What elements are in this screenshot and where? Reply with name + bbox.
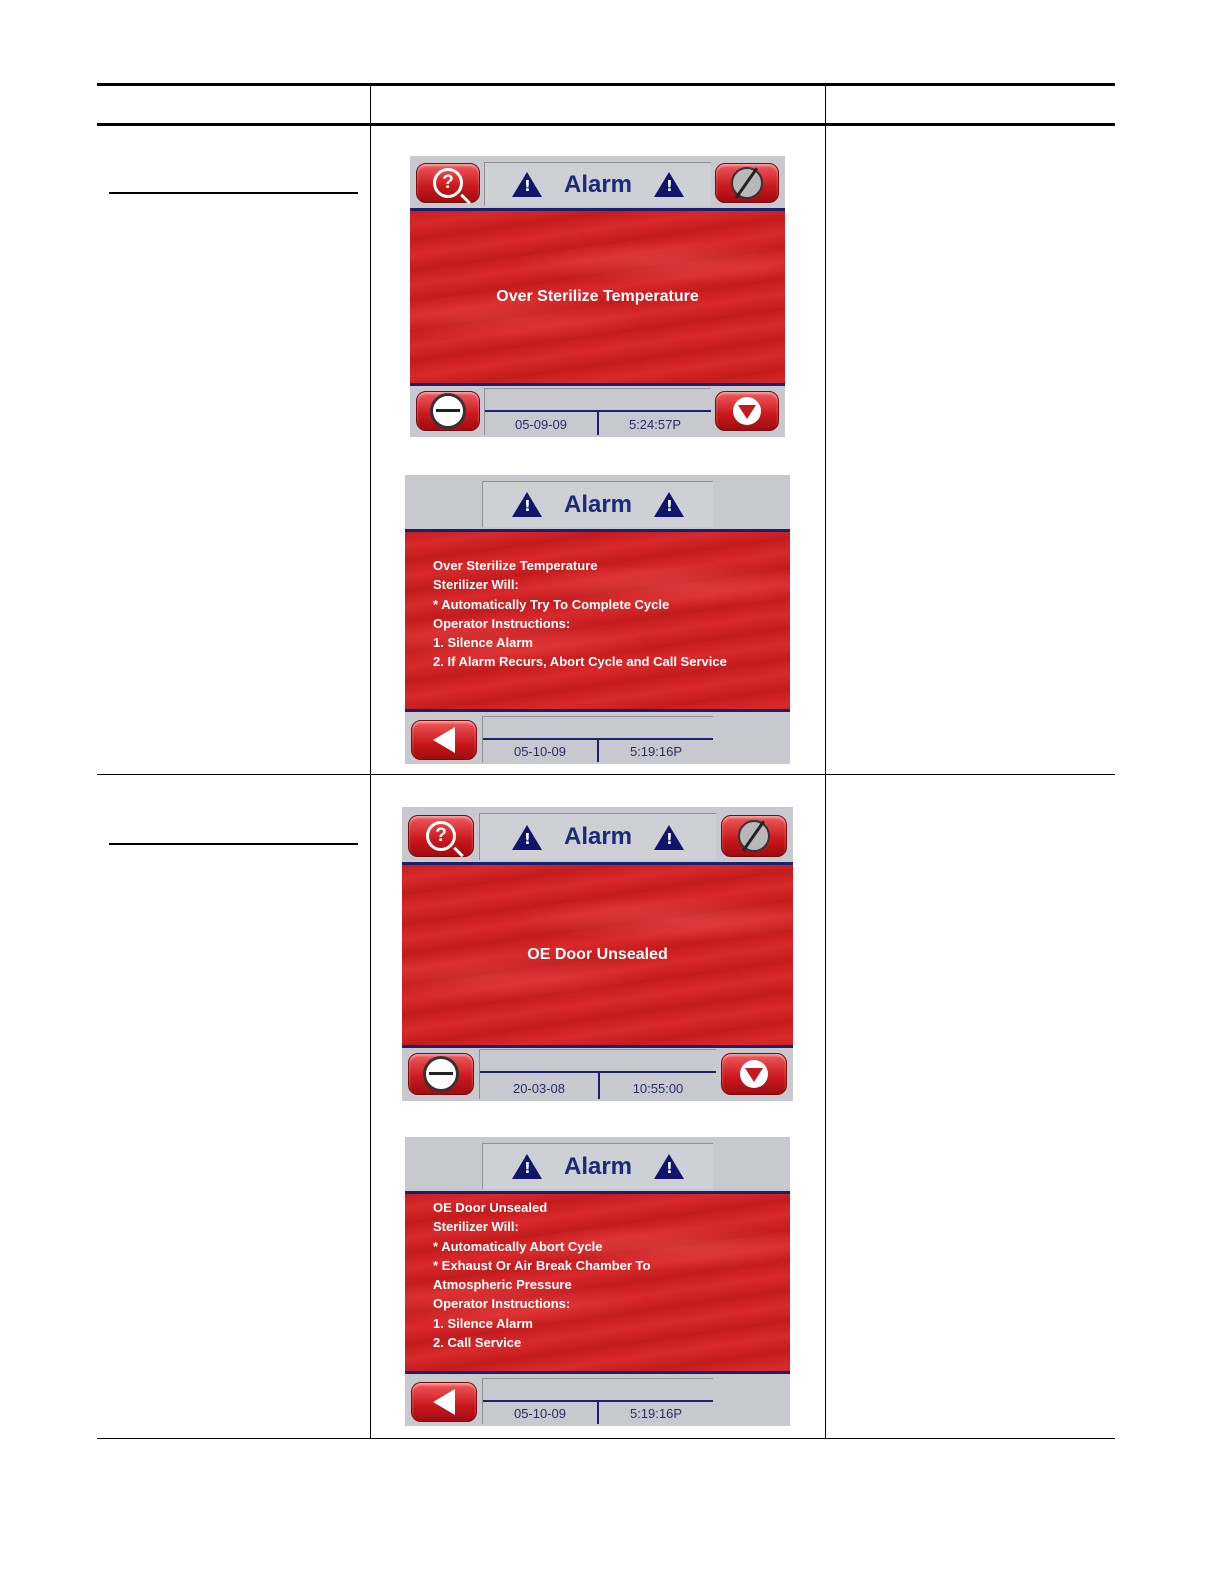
stop-icon [733,397,761,425]
alarm-title: Alarm [563,170,633,198]
stop-icon [740,1060,768,1088]
instruction-line: * Automatically Abort Cycle [433,1238,603,1254]
table-column-divider-2 [825,83,826,1439]
alarm-time: 5:24:57P [628,417,682,432]
alarm-title-box [484,162,711,206]
alarm-instructions [433,1198,650,1352]
date-time-box [479,1049,716,1099]
back-arrow-icon [433,1389,455,1415]
alarm-instructions [433,556,727,672]
gauge-button[interactable] [408,1053,474,1095]
instruction-line: Operator Instructions: [433,615,571,631]
alarm-title-box [482,1143,713,1189]
alarm-date: 05-10-09 [513,1406,567,1421]
instruction-line: Sterilizer Will: [433,577,519,593]
alarm-detail-screen-2 [405,1137,790,1426]
instruction-line: * Automatically Try To Complete Cycle [433,596,670,612]
help-button[interactable] [416,163,480,203]
alarm-footer [410,384,785,437]
alarm-message-panel [402,862,793,1048]
warning-triangle-icon [512,825,542,850]
warning-triangle-icon [654,172,684,197]
alarm-message-panel [410,208,785,386]
silence-alarm-button[interactable] [715,163,779,203]
help-magnifier-icon: ? [426,821,456,851]
warning-triangle-icon [512,172,542,197]
instruction-line: 1. Silence Alarm [433,1315,533,1331]
stop-button[interactable] [715,391,779,431]
alarm-footer [405,712,790,764]
warning-triangle-icon [512,492,542,517]
table-top-rule [97,83,1115,86]
warning-triangle-icon [654,825,684,850]
alarm-message: Over Sterilize Temperature [496,288,699,305]
gauge-icon [423,1056,459,1092]
back-button[interactable] [411,1382,477,1422]
alarm-time: 10:55:00 [632,1081,684,1096]
instruction-line: Sterilizer Will: [433,1219,519,1235]
help-magnifier-icon: ? [433,168,463,198]
alarm-screen-2 [402,807,793,1101]
date-time-box [482,1378,713,1424]
alarm-title: Alarm [563,1152,633,1180]
warning-triangle-icon [654,1154,684,1179]
alarm-header [410,156,785,210]
alarm-time: 5:19:16P [629,1406,683,1421]
alarm-detail-panel [405,1191,790,1374]
alarm-footer [402,1045,793,1101]
alarm-detail-panel [405,529,790,712]
back-button[interactable] [411,720,477,760]
alarm-time: 5:19:16P [629,744,683,759]
row1-label-underline [109,192,358,194]
table-header-rule [97,123,1115,126]
instruction-line: * Exhaust Or Air Break Chamber To [433,1257,651,1273]
table-bottom-rule [97,1438,1115,1439]
alarm-title: Alarm [563,490,633,518]
instruction-line: 2. Call Service [433,1335,522,1351]
alarm-screen-1 [410,156,785,437]
alarm-title-box [479,813,716,860]
silence-alarm-icon [738,820,770,852]
row2-label-underline [109,843,358,845]
alarm-header [402,807,793,864]
instruction-line: Over Sterilize Temperature [433,558,598,573]
alarm-title: Alarm [563,823,633,850]
alarm-footer [405,1374,790,1426]
alarm-date: 20-03-08 [512,1081,566,1096]
stop-button[interactable] [721,1053,787,1095]
warning-triangle-icon [512,1154,542,1179]
warning-triangle-icon [654,492,684,517]
alarm-date: 05-10-09 [513,744,567,759]
alarm-header [405,1137,790,1193]
alarm-title-box [482,481,713,527]
gauge-icon [430,393,466,429]
table-row-divider [97,774,1115,775]
table-column-divider-1 [370,83,371,1439]
date-time-box [484,388,711,435]
alarm-detail-screen-1 [405,475,790,764]
alarm-header [405,475,790,531]
instruction-line: 2. If Alarm Recurs, Abort Cycle and Call Service [433,654,727,670]
back-arrow-icon [433,727,455,753]
help-button[interactable] [408,815,474,857]
instruction-line: 1. Silence Alarm [433,635,533,651]
gauge-button[interactable] [416,391,480,431]
silence-alarm-button[interactable] [721,815,787,857]
instruction-line: Operator Instructions: [433,1296,571,1312]
date-time-box [482,716,713,762]
silence-alarm-icon [731,167,763,199]
instruction-line: OE Door Unsealed [433,1200,548,1215]
alarm-message: OE Door Unsealed [527,946,668,963]
alarm-date: 05-09-09 [514,417,568,432]
instruction-line: Atmospheric Pressure [433,1277,572,1293]
